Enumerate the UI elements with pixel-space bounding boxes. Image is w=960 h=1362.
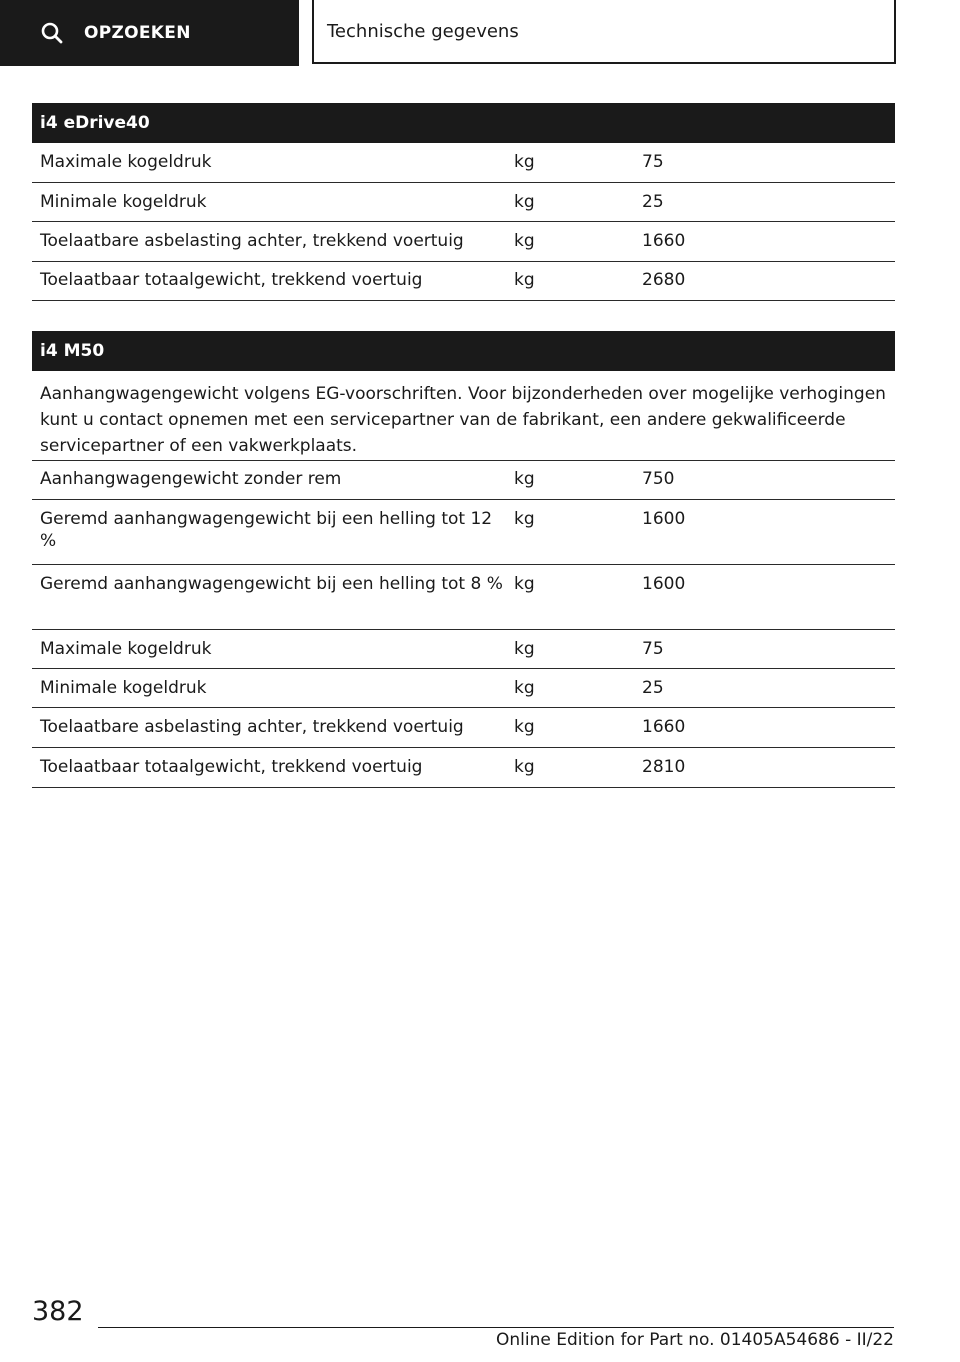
row-value: 1660	[642, 231, 686, 251]
row-label: Aanhangwagengewicht zonder rem	[40, 469, 342, 489]
table-row	[32, 565, 895, 630]
row-unit: kg	[514, 639, 535, 659]
row-unit: kg	[514, 717, 535, 737]
table-row	[32, 748, 895, 788]
table-row	[32, 143, 895, 183]
table-row	[32, 262, 895, 301]
table-row	[32, 708, 895, 748]
footer-divider	[98, 1327, 894, 1328]
row-unit: kg	[514, 270, 535, 290]
row-label: Minimale kogeldruk	[40, 678, 207, 698]
row-label: Geremd aanhangwagengewicht bij een helling tot 12 %	[40, 509, 493, 551]
row-value: 2810	[642, 757, 686, 777]
row-label: Maximale kogeldruk	[40, 639, 212, 659]
row-value: 75	[642, 639, 664, 659]
section-i4-m50	[32, 331, 895, 788]
search-label: OPZOEKEN	[84, 23, 191, 43]
page-number: 382	[32, 1296, 84, 1327]
section-i4-edrive40	[32, 103, 895, 301]
table-row	[32, 183, 895, 222]
table-row	[32, 500, 895, 565]
section-title: i4 M50	[32, 331, 895, 371]
chapter-title-box[interactable]	[312, 0, 896, 64]
row-unit: kg	[514, 469, 535, 489]
row-unit: kg	[514, 574, 535, 594]
section-title: i4 eDrive40	[32, 103, 895, 143]
row-label: Maximale kogeldruk	[40, 152, 212, 172]
row-label: Toelaatbaar totaalgewicht, trekkend voertuig	[40, 270, 423, 290]
table-row	[32, 669, 895, 708]
row-value: 1600	[642, 574, 686, 594]
chapter-title: Technische gegevens	[327, 20, 519, 42]
row-unit: kg	[514, 509, 535, 529]
row-label: Toelaatbare asbelasting achter, trekkend voertuig	[40, 717, 464, 737]
row-value: 2680	[642, 270, 686, 290]
edition-text: Online Edition for Part no. 01405A54686 - II/22	[495, 1330, 894, 1350]
row-value: 1660	[642, 717, 686, 737]
row-label: Toelaatbare asbelasting achter, trekkend voertuig	[40, 231, 464, 251]
row-value: 75	[642, 152, 664, 172]
section-note: Aanhangwagengewicht volgens EG-voorschriften. Voor bijzonderheden over mogelijke verhogingen kunt u contact opnemen met een servicepartner van de fabrikant, een andere gekwalificeerde servicepartner of een vakwerkplaats.	[32, 371, 895, 461]
table-row	[32, 461, 895, 500]
row-unit: kg	[514, 152, 535, 172]
search-button[interactable]	[0, 0, 299, 66]
row-value: 750	[642, 469, 675, 489]
row-value: 25	[642, 678, 664, 698]
row-unit: kg	[514, 231, 535, 251]
row-unit: kg	[514, 757, 535, 777]
row-label: Minimale kogeldruk	[40, 192, 207, 212]
search-icon	[40, 21, 64, 45]
row-value: 1600	[642, 509, 686, 529]
row-label: Geremd aanhangwagengewicht bij een helling tot 8 %	[40, 574, 503, 594]
row-unit: kg	[514, 192, 535, 212]
row-label: Toelaatbaar totaalgewicht, trekkend voertuig	[40, 757, 423, 777]
top-bar	[0, 0, 960, 66]
row-value: 25	[642, 192, 664, 212]
row-unit: kg	[514, 678, 535, 698]
table-row	[32, 222, 895, 262]
table-row	[32, 630, 895, 669]
